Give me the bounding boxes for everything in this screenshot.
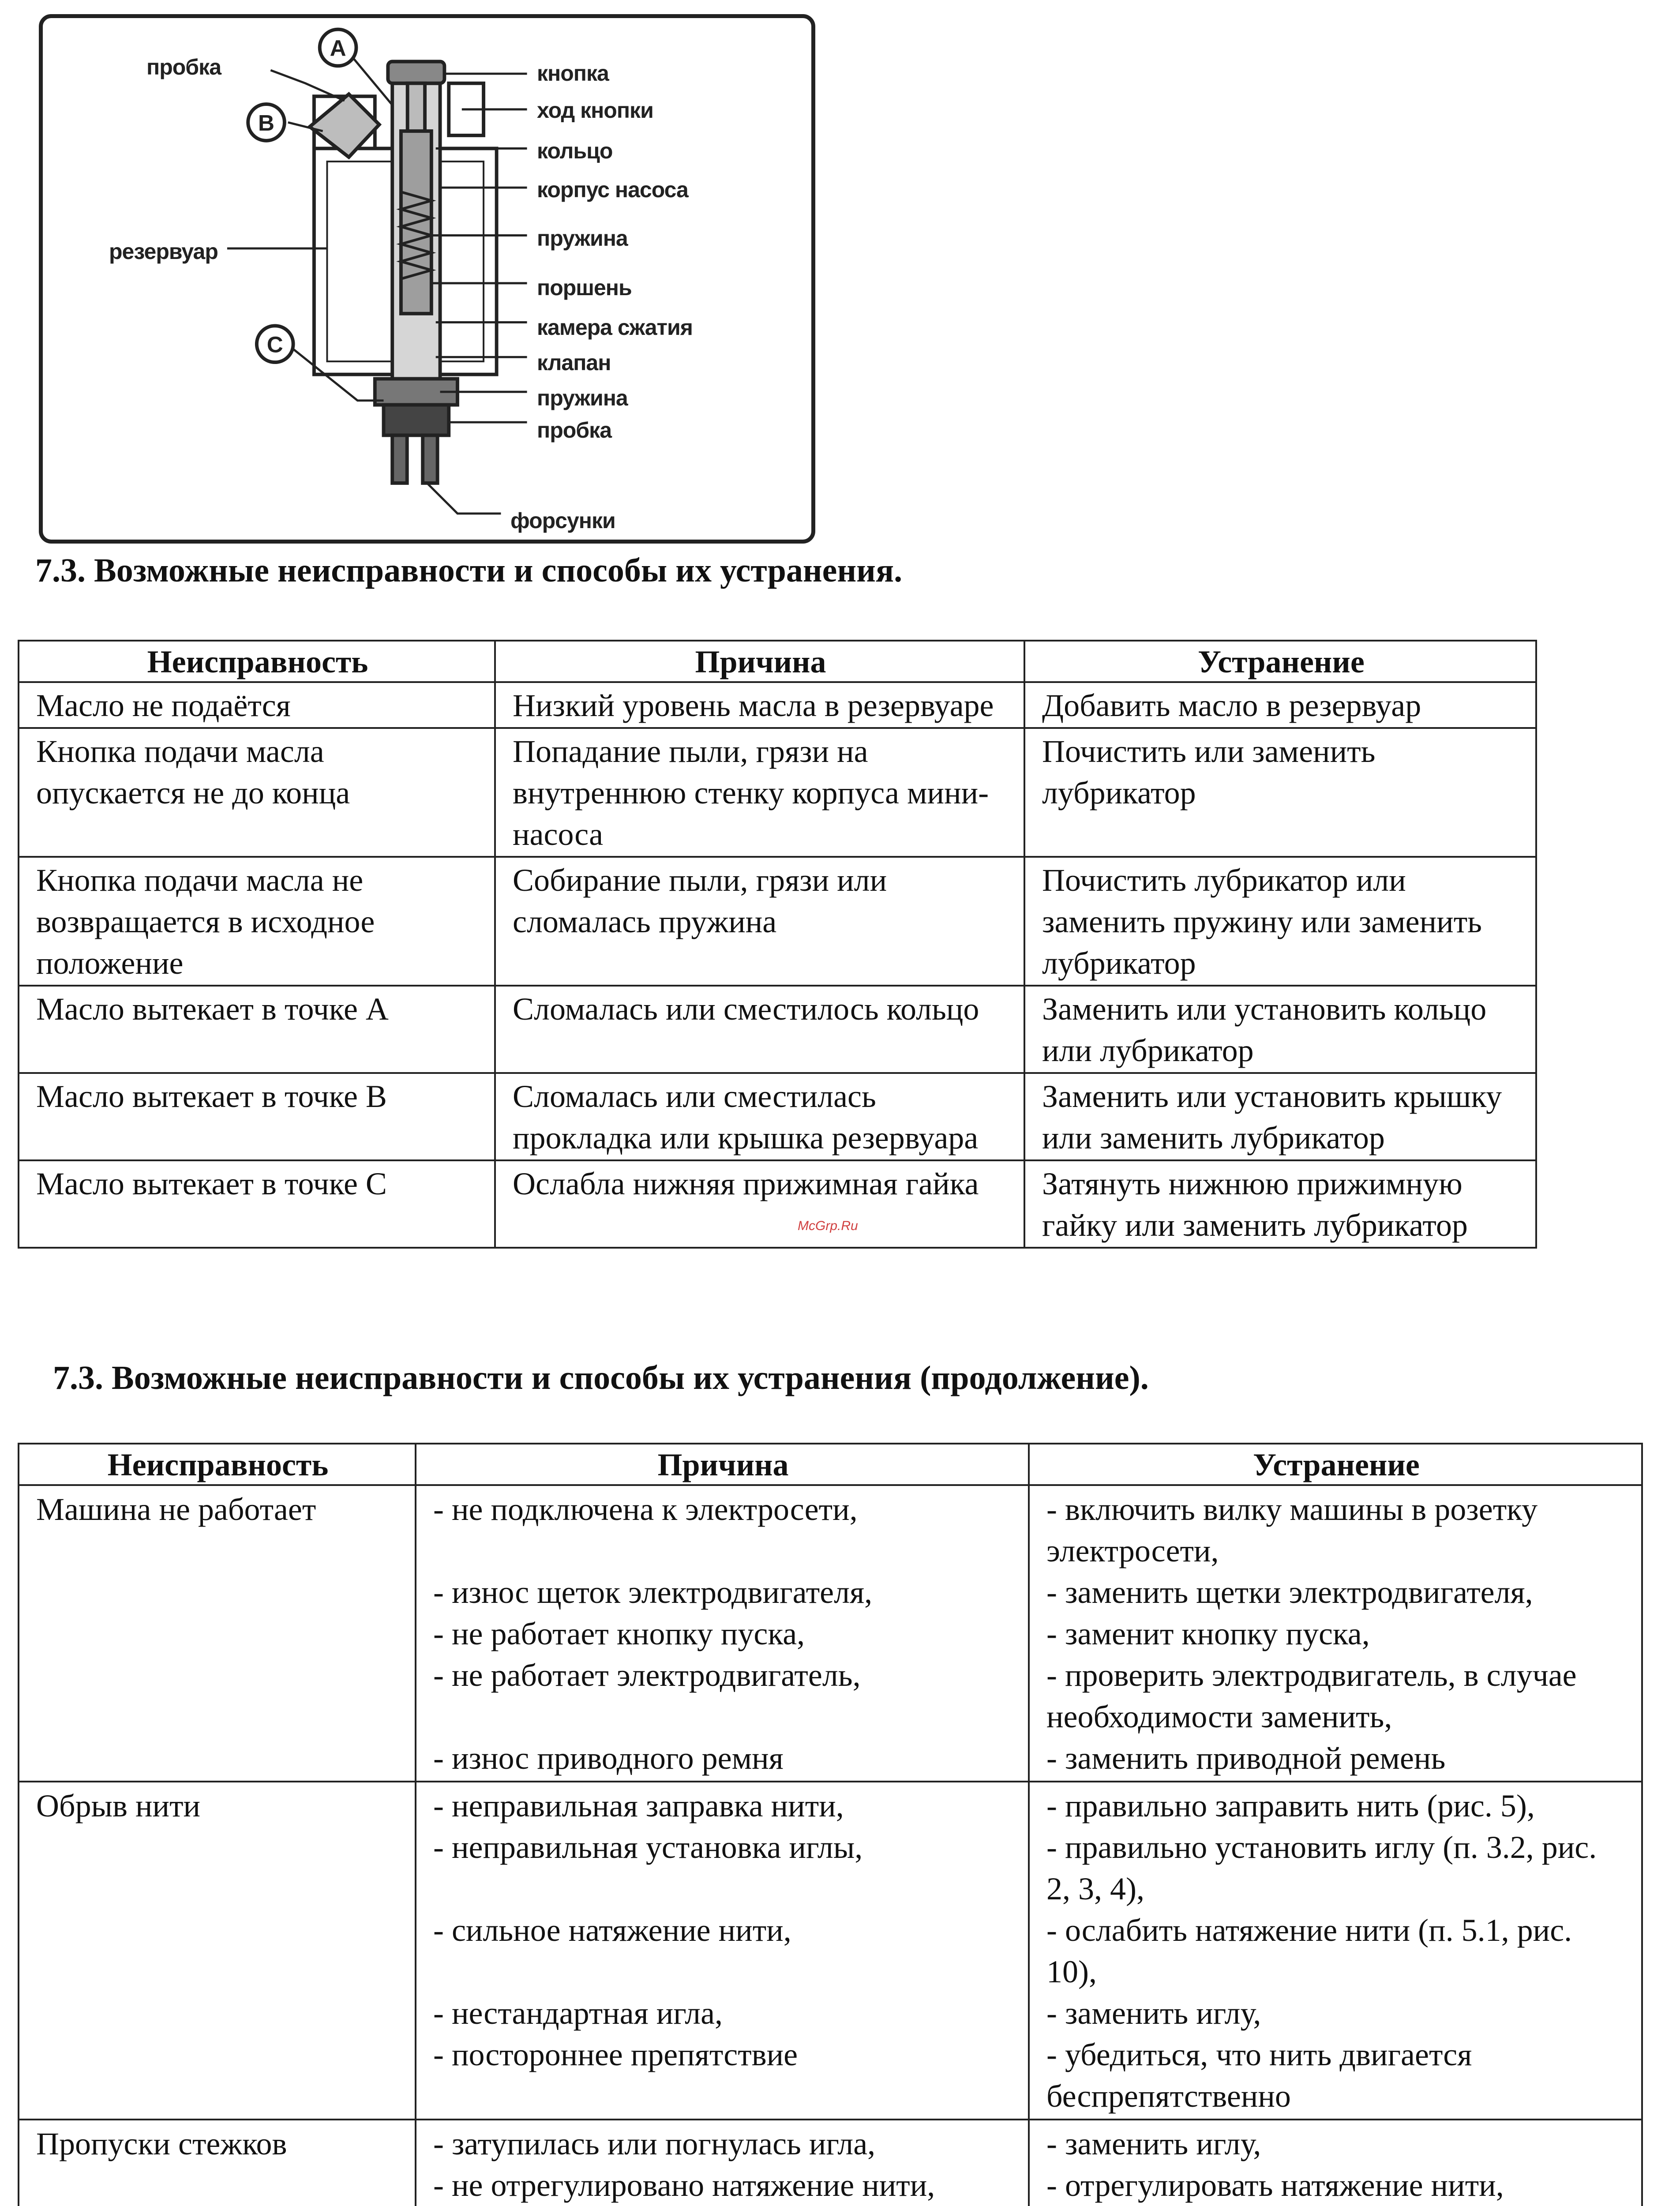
fault-cell: Масло не подаётся [19, 682, 495, 728]
cause-cell: - не подключена к электросети, - износ щеток электродвигателя, - не работает кнопку пуска, - не работает электродвигатель, - износ приводного ремня [416, 1485, 1029, 1782]
section2-heading: 7.3. Возможные неисправности и способы их устранения (продолжение). [53, 1359, 1149, 1396]
cause-cell: Сломалась или сместилось кольцо [495, 986, 1024, 1073]
fault-cell: Машина не работает [19, 1485, 416, 1782]
table-header-row [19, 1444, 1642, 1485]
label-probka-bottom: пробка [537, 418, 611, 443]
table-row [19, 986, 1536, 1073]
label-spring-upper: пружина [537, 226, 628, 251]
section1-heading: 7.3. Возможные неисправности и способы их устранения. [35, 552, 903, 589]
fault-cell: Масло вытекает в точке С [19, 1160, 495, 1248]
table-header-row [19, 641, 1536, 682]
table-row [19, 1782, 1642, 2120]
troubleshooting-table-lubricator [18, 640, 1537, 1249]
cause-cell: - затупилась или погнулась игла, - не отрегулировано натяжение нити, [416, 2120, 1029, 2206]
marker-a: A [330, 35, 346, 61]
cause-cell: Низкий уровень масла в резервуаре [495, 682, 1024, 728]
label-valve: клапан [537, 350, 611, 375]
header-fault: Неисправность [19, 641, 495, 682]
lubricator-diagram [39, 14, 815, 544]
table-row [19, 1485, 1642, 1782]
table-row [19, 682, 1536, 728]
marker-b: B [258, 110, 275, 136]
fault-cell: Пропуски стежков [19, 2120, 416, 2206]
cause-cell: Ослабла нижняя прижимная гайка [495, 1160, 1024, 1248]
lubricator-drawing [43, 18, 811, 540]
cause-cell: Попадание пыли, грязи на внутреннюю стенку корпуса мини-насоса [495, 728, 1024, 857]
label-button-travel: ход кнопки [537, 98, 653, 123]
header-fault: Неисправность [19, 1444, 416, 1485]
label-spring-lower: пружина [537, 386, 628, 410]
remedy-cell: - заменить иглу, - отрегулировать натяжение нити, [1029, 2120, 1642, 2206]
table-row [19, 2120, 1642, 2206]
label-compression-chamber: камера сжатия [537, 315, 693, 340]
header-remedy: Устранение [1024, 641, 1536, 682]
remedy-cell: Добавить масло в резервуар [1024, 682, 1536, 728]
remedy-cell: Затянуть нижнюю прижимную гайку или заменить лубрикатор [1024, 1160, 1536, 1248]
table-row [19, 728, 1536, 857]
label-button: кнопка [537, 61, 609, 86]
label-ring: кольцо [537, 139, 613, 163]
remedy-cell: - правильно заправить нить (рис. 5), - правильно установить иглу (п. 3.2, рис. 2, 3, 4), - ослабить натяжение нити (п. 5.1, рис. 10), - заменить иглу, - убедиться, что нить двигается беспрепятственно [1029, 1782, 1642, 2120]
remedy-cell: Почистить лубрикатор или заменить пружину или заменить лубрикатор [1024, 857, 1536, 986]
header-cause: Причина [416, 1444, 1029, 1485]
cause-cell: Собирание пыли, грязи или сломалась пружина [495, 857, 1024, 986]
marker-c: C [266, 332, 283, 357]
label-piston: поршень [537, 275, 632, 300]
remedy-cell: Почистить или заменить лубрикатор [1024, 728, 1536, 857]
remedy-cell: Заменить или установить крышку или заменить лубрикатор [1024, 1073, 1536, 1160]
header-cause: Причина [495, 641, 1024, 682]
fault-cell: Масло вытекает в точке В [19, 1073, 495, 1160]
cause-cell: - неправильная заправка нити, - неправильная установка иглы, - сильное натяжение нити, - нестандартная игла, - постороннее препятствие [416, 1782, 1029, 2120]
fault-cell: Кнопка подачи масла опускается не до конца [19, 728, 495, 857]
label-reservoir: резервуар [109, 239, 218, 264]
watermark: McGrp.Ru [798, 1219, 858, 1233]
table-row [19, 1073, 1536, 1160]
table-row [19, 1160, 1536, 1248]
label-probka-top: пробка [146, 55, 221, 79]
fault-cell: Масло вытекает в точке А [19, 986, 495, 1073]
remedy-cell: Заменить или установить кольцо или лубрикатор [1024, 986, 1536, 1073]
table-row [19, 857, 1536, 986]
troubleshooting-table-machine [18, 1443, 1643, 2206]
fault-cell: Кнопка подачи масла не возвращается в исходное положение [19, 857, 495, 986]
cause-cell: Сломалась или сместилась прокладка или крышка резервуара [495, 1073, 1024, 1160]
label-pump-body: корпус насоса [537, 177, 688, 202]
remedy-cell: - включить вилку машины в розетку электросети, - заменить щетки электродвигателя, - заменит кнопку пуска, - проверить электродвигатель, в случае необходимости заменить, - заменить приводной ремень [1029, 1485, 1642, 1782]
header-remedy: Устранение [1029, 1444, 1642, 1485]
label-nozzles: форсунки [510, 508, 615, 533]
fault-cell: Обрыв нити [19, 1782, 416, 2120]
